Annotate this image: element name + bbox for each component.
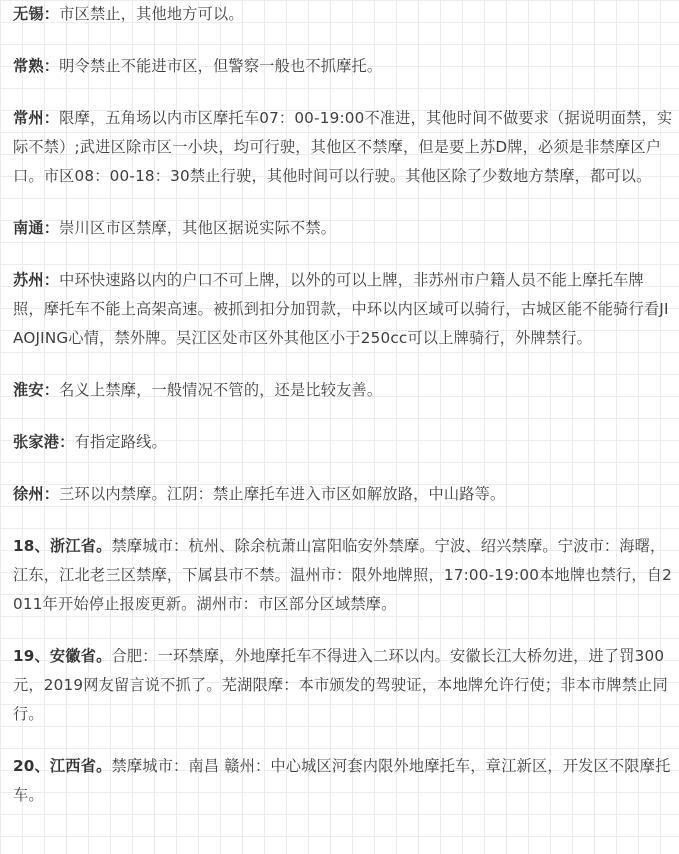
paragraph-text: 有指定路线。 xyxy=(74,433,167,451)
paragraph-text: 明令禁止不能进市区，但警察一般也不抓摩托。 xyxy=(59,57,383,75)
paragraph-zhangjiagang xyxy=(13,428,673,457)
paragraph-text: 禁摩城市：杭州、除余杭萧山富阳临安外禁摩。宁波、绍兴禁摩。宁波市：海曙，江东，江北老三区禁摩，下属县市不禁。温州市：限外地牌照，17:00-19:00本地牌也禁行，自2011年开始停止报废更新。湖州市：市区部分区域禁摩。 xyxy=(13,537,673,613)
city-label: 南通： xyxy=(13,219,60,237)
paragraph-changshu xyxy=(13,52,673,81)
paragraph-text: 市区禁止，其他地方可以。 xyxy=(59,5,244,23)
city-label: 苏州： xyxy=(13,271,60,289)
paragraph-nantong xyxy=(13,214,673,243)
paragraph-zhejiang xyxy=(13,532,673,619)
paragraph-text: 崇川区市区禁摩，其他区据说实际不禁。 xyxy=(59,219,337,237)
paragraph-text: 合肥：一环禁摩，外地摩托车不得进入二环以内。安徽长江大桥勿进，进了罚300元，2019网友留言说不抓了。芜湖限摩：本市颁发的驾驶证，本地牌允许行使；非本市牌禁止同行。 xyxy=(13,647,668,723)
city-label: 徐州： xyxy=(13,485,60,503)
province-label: 20、江西省。 xyxy=(13,757,112,775)
paragraph-text: 三环以内禁摩。江阴：禁止摩托车进入市区如解放路，中山路等。 xyxy=(59,485,506,503)
city-label: 无锡： xyxy=(13,5,60,23)
paragraph-text: 名义上禁摩，一般情况不管的，还是比较友善。 xyxy=(59,381,383,399)
paragraph-text: 禁摩城市：南昌 赣州：中心城区河套内限外地摩托车，章江新区，开发区不限摩托车。 xyxy=(13,757,671,804)
paragraph-suzhou xyxy=(13,266,673,353)
paragraph-xuzhou xyxy=(13,480,673,509)
province-label: 18、浙江省。 xyxy=(13,537,112,555)
city-label: 常州： xyxy=(13,109,60,127)
city-label: 淮安： xyxy=(13,381,60,399)
city-label: 常熟： xyxy=(13,57,60,75)
city-label: 张家港： xyxy=(13,433,75,451)
paragraph-changzhou xyxy=(13,104,673,191)
paragraph-jiangxi xyxy=(13,752,673,810)
paragraph-anhui xyxy=(13,642,673,729)
paragraph-wuxi xyxy=(13,0,673,29)
paragraph-huaian xyxy=(13,376,673,405)
paragraph-text: 中环快速路以内的户口不可上牌，以外的可以上牌，非苏州市户籍人员不能上摩托车牌照，摩托车不能上高架高速。被抓到扣分加罚款，中环以内区域可以骑行，古城区能不能骑行看JIAOJING心情，禁外牌。吴江区处市区外其他区小于250cc可以上牌骑行，外牌禁行。 xyxy=(13,271,669,347)
province-label: 19、安徽省。 xyxy=(13,647,112,665)
paragraph-text: 限摩，五角场以内市区摩托车07：00-19:00不准进，其他时间不做要求（据说明面禁，实际不禁）;武进区除市区一小块，均可行驶，其他区不禁摩，但是要上苏D牌，必须是非禁摩区户口。市区08：00-18：30禁止行驶，其他时间可以行驶。其他区除了少数地方禁摩，都可以。 xyxy=(13,109,673,185)
